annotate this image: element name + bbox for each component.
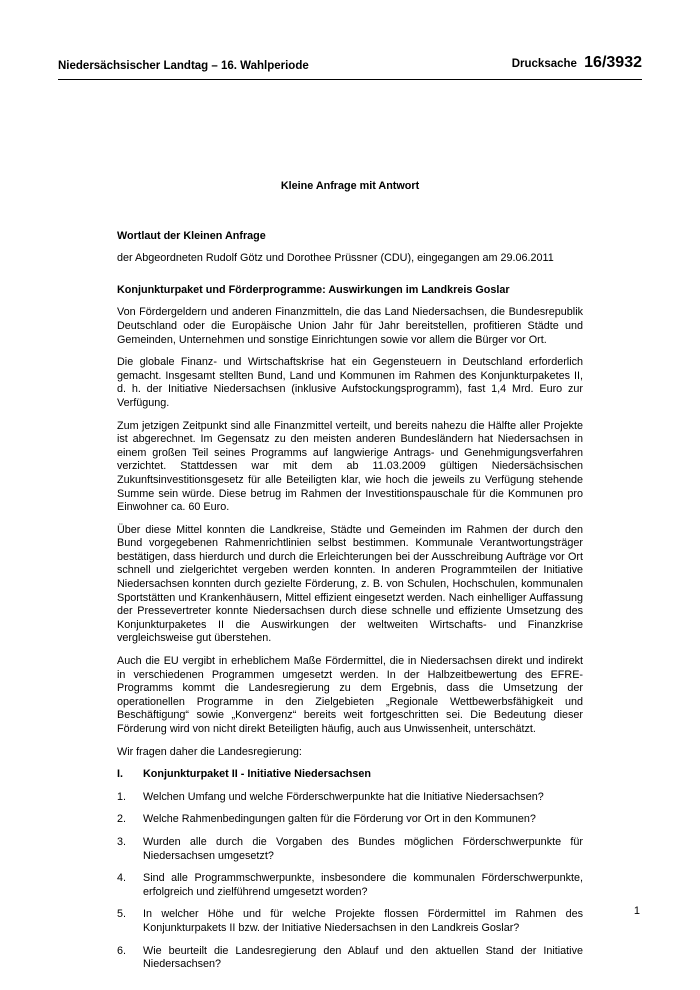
- question-item: [117, 836, 583, 863]
- question-index: 4.: [117, 872, 127, 885]
- question-text: Welche Rahmenbedingungen galten für die Förderung vor Ort in den Kommunen?: [143, 813, 536, 826]
- question-item: [117, 945, 583, 972]
- section-index: I.: [117, 768, 123, 781]
- page-header: [58, 52, 642, 76]
- question-index: 2.: [117, 813, 127, 826]
- paragraph: Von Fördergeldern und anderen Finanzmitteln, die das Land Niedersachsen, die Bundesrepublik Deutschland oder die Europäische Union Jahr für Jahr bereitstellen, profitieren Städte und Gemeinden, Unternehmen und sonstige Einrichtungen sowie vor allem die Bürger vor Ort.: [117, 306, 583, 346]
- inquiry-title: Konjunkturpaket und Förderprogramme: Auswirkungen im Landkreis Goslar: [117, 283, 510, 296]
- paragraph: Auch die EU vergibt in erheblichem Maße Fördermittel, die in Niedersachsen direkt und indirekt in verschiedenen Programmen umgesetzt werden. In der Halbzeitbewertung des EFRE-Programms kommt die Landesregierung zu dem Ergebnis, dass die Umsetzung der operationellen Programme in den Zielgebieten „Regionale Wettbewerbsfähigkeit und Beschäftigung“ sowie „Konvergenz“ bereits weit fortgeschritten sei. Die Bedeutung dieser Förderung wird von nicht direkt Beteiligten häufig, auch aus Unwissenheit, unterschätzt.: [117, 655, 583, 735]
- page-number: 1: [633, 905, 640, 917]
- question-text: In welcher Höhe und für welche Projekte flossen Fördermittel im Rahmen des Konjunkturpakets II bzw. der Initiative Niedersachsen in den Landkreis Goslar?: [143, 908, 583, 934]
- drucksache-number: 16/3932: [584, 54, 642, 71]
- section-heading: [117, 768, 583, 782]
- question-item: [117, 813, 583, 827]
- question-index: 6.: [117, 944, 127, 957]
- submitters: der Abgeordneten Rudolf Götz und Dorothee Prüssner (CDU), eingegangen am 29.06.2011: [117, 252, 554, 265]
- header-divider: [58, 79, 642, 80]
- parliament-period: Niedersächsischer Landtag – 16. Wahlperiode: [58, 60, 309, 72]
- question-index: 3.: [117, 835, 127, 848]
- question-text: Wie beurteilt die Landesregierung den Ablauf und den aktuellen Stand der Initiative Niedersachsen?: [143, 944, 583, 971]
- question-index: 1.: [117, 790, 127, 803]
- intro-question: Wir fragen daher die Landesregierung:: [117, 745, 302, 758]
- wortlaut-heading: Wortlaut der Kleinen Anfrage: [117, 229, 266, 242]
- paragraph: Zum jetzigen Zeitpunkt sind alle Finanzmittel verteilt, und bereits nahezu die Hälfte aller Projekte ist abgerechnet. Im Gegensatz zu den meisten anderen Bundesländern hat Niedersachsen in einem großen Teil seines Programms auf langwierige Antrags- und Genehmigungsverfahren verzichtet. Stattdessen war mit dem ab 11.03.2009 gültigen Niedersächsischen Zukunftsinvestitionsgesetz für alle Beteiligten klar, wie hoch die jeweils zu Verfügung stehende Summe sein würde. Diese betrug im Rahmen der Investitionspauschale für die Kommunen pro Einwohner ca. 60 Euro.: [117, 419, 583, 514]
- paragraph: Über diese Mittel konnten die Landkreise, Städte und Gemeinden im Rahmen der durch den Bund vorgegebenen Rahmenrichtlinien selbst bestimmen. Kommunale Verantwortungsträger bestätigen, dass hierdurch und durch die Erleichterungen bei der Ausschreibung Aufträge vor Ort schnell und zielgerichtet vergeben werden konnten. In anderen Programmteilen der Initiative Niedersachsen konnten durch gezielte Förderung, z. B. von Schulen, Hochschulen, kommunalen Sportstätten und Krankenhäusern, Mittel effizient eingesetzt werden. Nach einhelliger Auffassung der Pressevertreter konnte Niedersachsen durch diese schnelle und effiziente Umsetzung des Konjunkturpaketes II die Auswirkungen der weltweiten Wirtschafts- und Finanzkrise vergleichsweise gut überstehen.: [117, 523, 583, 645]
- question-index: 5.: [117, 908, 127, 921]
- document-kind: Kleine Anfrage mit Antwort: [280, 180, 420, 192]
- section-title: Konjunkturpaket II - Initiative Niedersachsen: [143, 768, 371, 781]
- drucksache-label: Drucksache: [511, 58, 577, 70]
- paragraph: Die globale Finanz- und Wirtschaftskrise hat ein Gegensteuern in Deutschland erforderlich gemacht. Insgesamt stellten Bund, Land und Kommunen im Rahmen des Konjunkturpaketes II, d. h. der Initiative Niedersachsen (inklusive Aufstockungsprogramm), fast 1,4 Mrd. Euro zur Verfügung.: [117, 356, 583, 409]
- question-item: [117, 872, 583, 899]
- drucksache-reference: [512, 54, 642, 72]
- question-item: [117, 791, 583, 805]
- question-text: Welchen Umfang und welche Förderschwerpunkte hat die Initiative Niedersachsen?: [143, 790, 544, 803]
- question-text: Wurden alle durch die Vorgaben des Bundes möglichen Förderschwerpunkte für Niedersachsen umgesetzt?: [143, 835, 583, 862]
- question-item: [117, 908, 583, 935]
- document-body: [117, 180, 583, 981]
- question-text: Sind alle Programmschwerpunkte, insbesondere die kommunalen Förderschwerpunkte, erfolgreich und zielführend umgesetzt worden?: [143, 872, 583, 898]
